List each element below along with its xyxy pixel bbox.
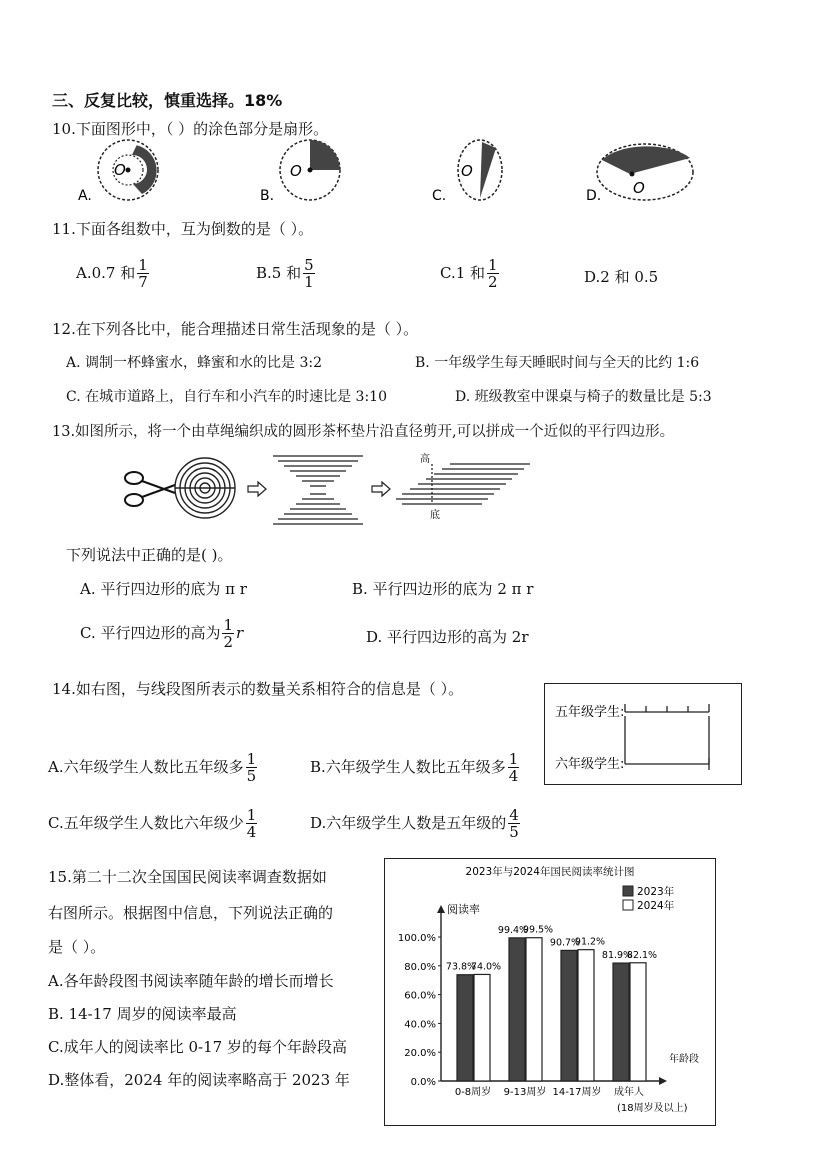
q11-option-b: B.5 和 $\frac{5}{1}$ [256, 256, 314, 291]
q14-stem: 14.如右图，与线段图所表示的数量关系相符合的信息是（ ）。 [52, 680, 464, 698]
q15-option-a: A.各年龄段图书阅读率随年龄的增长而增长 [48, 972, 334, 990]
q11-option-c: C.1 和 $\frac{1}{2}$ [440, 256, 498, 291]
y-axis-arrow [437, 905, 445, 913]
legend-swatch [623, 900, 633, 910]
q12-stem: 12.在下列各比中，能合理描述日常生活现象的是（ ）。 [52, 320, 419, 338]
bar-2024年 [578, 950, 594, 1081]
q12-option-a: A. 调制一杯蜂蜜水，蜂蜜和水的比是 3:2 [66, 355, 322, 371]
q10-option-d: D. [586, 188, 602, 204]
q11-stem: 11.下面各组数中，互为倒数的是（ ）。 [52, 220, 314, 238]
parallelogram-lines [396, 464, 530, 504]
data-label: 99.4% [497, 924, 529, 936]
q14-line-diagram [544, 683, 742, 785]
q10-option-b: B. [260, 188, 275, 204]
q10-b-center-label: O [290, 162, 302, 180]
q15-option-c: C.成年人的阅读率比 0-17 岁的每个年龄段高 [48, 1038, 347, 1056]
bar-2023年 [457, 975, 473, 1081]
bar-2024年 [474, 974, 490, 1081]
x-tick-label: 9-13周岁 [503, 1087, 547, 1098]
legend-label: 2024年 [637, 900, 675, 912]
y-tick-label: 80.0% [404, 961, 436, 973]
x-tick-label: 成年人 [614, 1087, 644, 1098]
q14-option-b: B.六年级学生人数比五年级多 $\frac{1}{4}$ [310, 750, 519, 785]
cut-triangles [273, 456, 363, 524]
chart-ylabel: 阅读率 [447, 903, 480, 916]
q12-option-c: C. 在城市道路上，自行车和小汽车的时速比是 3:10 [66, 389, 388, 405]
q14-option-c: C.五年级学生人数比六年级少 $\frac{1}{4}$ [48, 806, 257, 841]
q15-stem-line3: 是（ ）。 [48, 938, 106, 956]
q13-base-label: 底 [430, 510, 440, 521]
q15-stem-line1: 15.第二十二次全国国民阅读率调查数据如 [48, 868, 327, 886]
section-title: 三、反复比较，慎重选择。18% [52, 91, 283, 110]
q10-d-center-label: O [633, 179, 645, 197]
q12-option-b: B. 一年级学生每天睡眠时间与全天的比约 1:6 [415, 355, 700, 371]
legend-label: 2023年 [637, 886, 675, 898]
q13-sub: 下列说法中正确的是( )。 [66, 546, 233, 564]
x-tick-label: 14-17周岁 [552, 1087, 602, 1098]
data-label: 90.7% [549, 937, 581, 949]
q10-stem: 10.下面图形中，（ ）的涂色部分是扇形。 [52, 120, 329, 138]
q13-stem: 13.如图所示，将一个由草绳编织成的圆形茶杯垫片沿直径剪开,可以拼成一个近似的平行四边形。 [52, 424, 675, 440]
bar-2024年 [526, 938, 542, 1081]
q13-option-d: D. 平行四边形的高为 2r [366, 628, 529, 646]
bar-2023年 [561, 950, 577, 1081]
q12-option-d: D. 班级教室中课桌与椅子的数量比是 5:3 [455, 389, 712, 405]
data-label: 99.5% [522, 924, 554, 936]
q11-option-a: A.0.7 和 $\frac{1}{7}$ [76, 256, 148, 291]
q10-c-shaded [480, 142, 496, 198]
q15-option-b: B. 14-17 周岁的阅读率最高 [48, 1005, 237, 1023]
coaster-circle [175, 458, 235, 518]
q15-option-d: D.整体看，2024 年的阅读率略高于 2023 年 [48, 1071, 350, 1089]
y-tick-label: 100.0% [397, 933, 436, 944]
legend-swatch [623, 886, 633, 896]
q13-option-a: A. 平行四边形的底为 π r [80, 580, 247, 598]
bar-2023年 [509, 938, 525, 1081]
scissors-icon [125, 472, 175, 506]
q10-c-center-label: O [461, 162, 473, 180]
arrow-icon [372, 482, 390, 496]
chart-category-note: (18周岁及以上) [617, 1103, 688, 1114]
arrow-icon [248, 482, 266, 496]
q14-6th-label: 六年级学生: [555, 757, 625, 772]
data-label: 82.1% [626, 949, 658, 961]
chart-title: 2023年与2024年国民阅读率统计图 [465, 866, 635, 878]
reading-rate-chart [384, 858, 716, 1126]
q10-figures [70, 138, 710, 210]
y-tick-label: 40.0% [404, 1019, 436, 1031]
q14-option-a: A.六年级学生人数比五年级多 $\frac{1}{5}$ [48, 750, 257, 785]
q13-option-b: B. 平行四边形的底为 2 π r [352, 580, 534, 598]
q15-stem-line2: 右图所示。根据图中信息，下列说法正确的 [48, 904, 334, 922]
y-tick-label: 0.0% [410, 1077, 436, 1088]
y-tick-label: 20.0% [404, 1048, 436, 1060]
q10-b-shaded [310, 140, 340, 170]
q10-option-c: C. [432, 188, 447, 204]
chart-svg [385, 859, 715, 1125]
x-tick-label: 0-8周岁 [454, 1087, 492, 1098]
q11-option-d: D.2 和 0.5 [584, 268, 659, 286]
q14-5th-label: 五年级学生: [555, 705, 625, 720]
q14-option-d: D.六年级学生人数是五年级的 $\frac{4}{5}$ [310, 806, 519, 841]
q10-a-center-label: O [114, 161, 126, 179]
data-label: 81.9% [601, 950, 633, 962]
q13-option-c: C. 平行四边形的高为 $\frac{1}{2}$ r [80, 616, 244, 651]
y-tick-label: 60.0% [404, 990, 436, 1002]
q10-option-a: A. [78, 188, 92, 204]
data-label: 73.8% [445, 961, 477, 973]
q13-figure [120, 450, 540, 530]
data-label: 91.2% [574, 936, 606, 948]
chart-xlabel: 年龄段 [669, 1054, 699, 1065]
x-axis-arrow [659, 1077, 667, 1085]
bar-2024年 [630, 963, 646, 1081]
data-label: 74.0% [470, 961, 502, 973]
bar-2023年 [613, 963, 629, 1081]
q13-high-label: 高 [420, 454, 430, 465]
